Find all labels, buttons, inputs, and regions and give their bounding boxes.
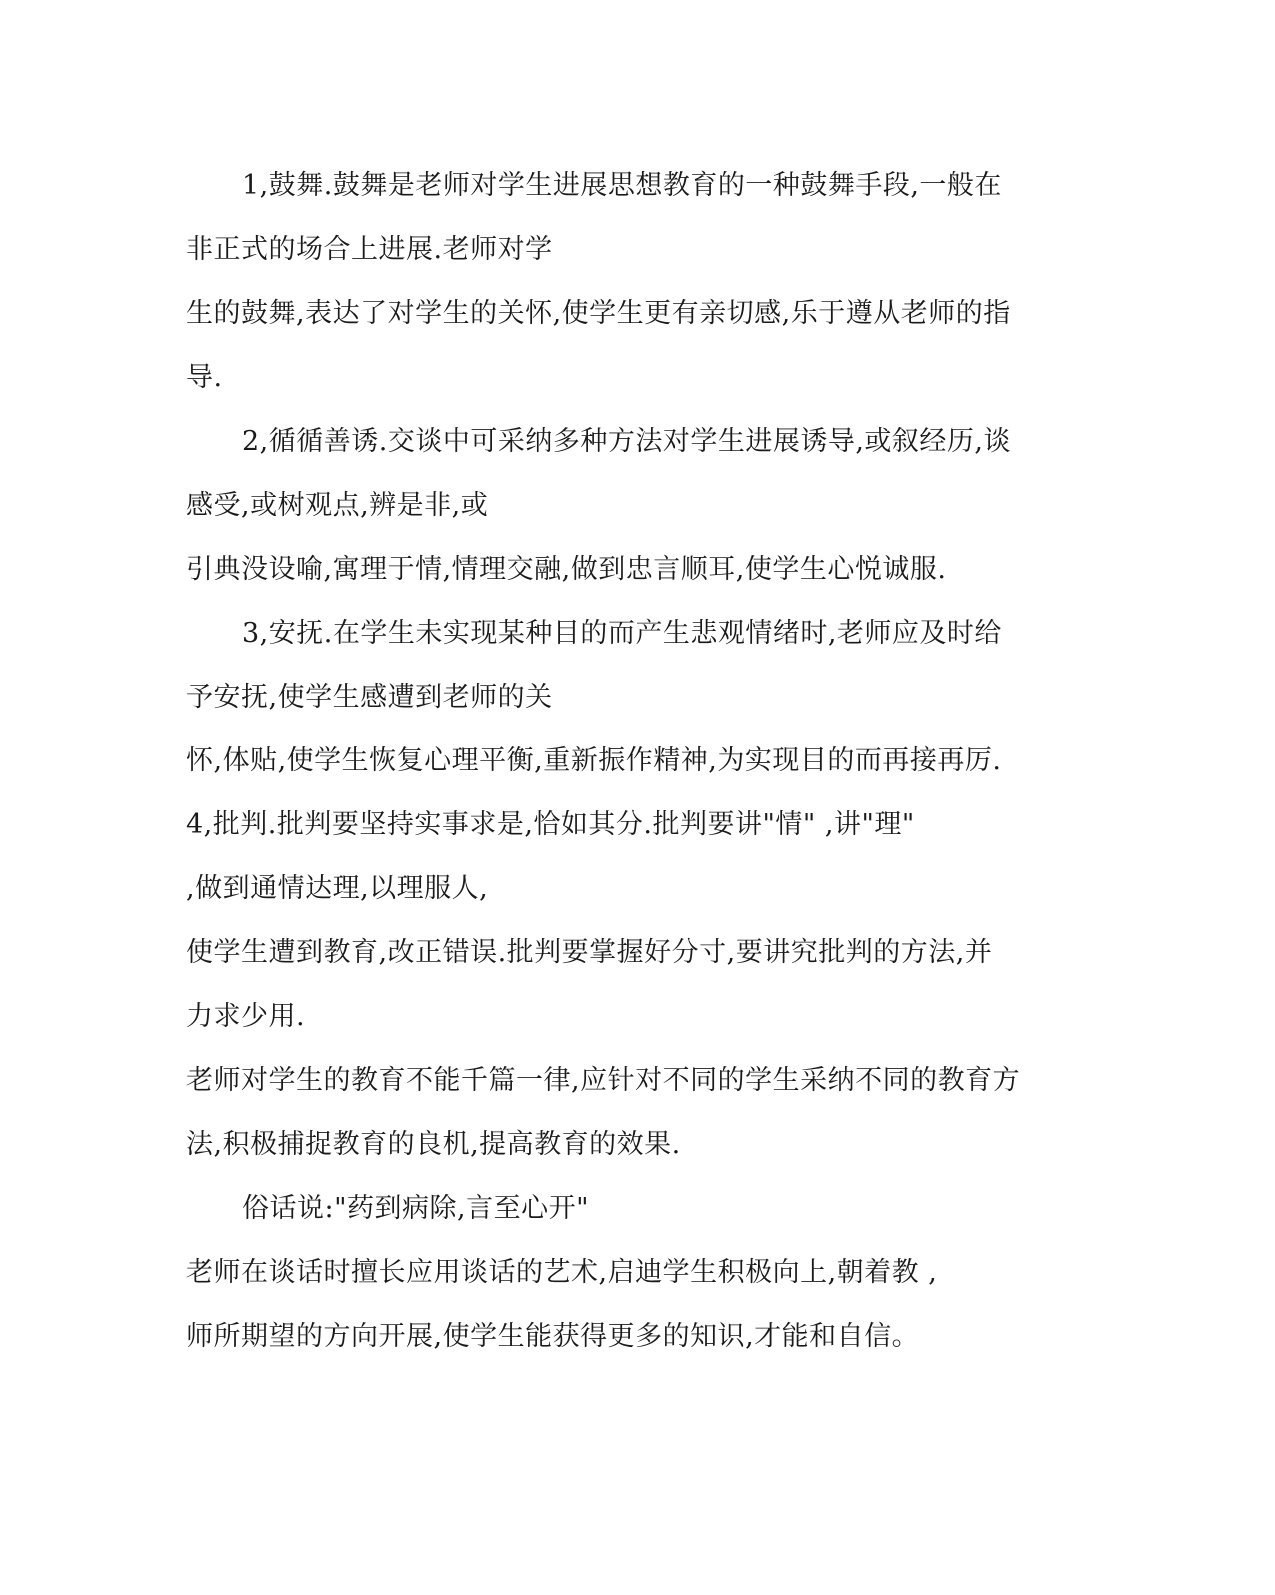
text-line: 予安抚,使学生感遭到老师的关	[186, 682, 553, 713]
text-line: 引典没设喻,寓理于情,情理交融,做到忠言顺耳,使学生心悦诚服.	[186, 554, 947, 585]
text-line: ,做到通情达理,以理服人,	[186, 873, 489, 904]
text-line: 师所期望的方向开展,使学生能获得更多的知识,才能和自信。	[186, 1321, 920, 1352]
text-line: 使学生遭到教育,改正错误.批判要掌握好分寸,要讲究批判的方法,并	[186, 937, 993, 968]
text-line: 生的鼓舞,表达了对学生的关怀,使学生更有亲切感,乐于遵从老师的指	[186, 298, 1011, 329]
text-line: 力求少用.	[186, 1001, 306, 1032]
text-line: 法,积极捕捉教育的良机,提高教育的效果.	[186, 1129, 681, 1160]
text-line: 老师在谈话时擅长应用谈话的艺术,启迪学生积极向上,朝着教 ,	[186, 1257, 938, 1288]
text-line: 感受,或树观点,辨是非,或	[186, 490, 489, 521]
text-line: 3,安抚.在学生未实现某种目的而产生悲观情绪时,老师应及时给	[242, 618, 1002, 649]
text-line: 导.	[186, 362, 223, 393]
text-line: 2,循循善诱.交谈中可采纳多种方法对学生进展诱导,或叙经历,谈	[242, 426, 1012, 457]
text-line: 1,鼓舞.鼓舞是老师对学生进展思想教育的一种鼓舞手段,一般在	[242, 170, 1002, 201]
text-line: 老师对学生的教育不能千篇一律,应针对不同的学生采纳不同的教育方	[186, 1065, 1021, 1096]
text-line: 4,批判.批判要坚持实事求是,恰如其分.批判要讲"情" ,讲"理"	[186, 809, 915, 840]
text-line: 非正式的场合上进展.老师对学	[186, 234, 553, 265]
text-line: 俗话说:"药到病除,言至心开"	[242, 1193, 590, 1224]
text-line: 怀,体贴,使学生恢复心理平衡,重新振作精神,为实现目的而再接再厉.	[186, 745, 1002, 776]
